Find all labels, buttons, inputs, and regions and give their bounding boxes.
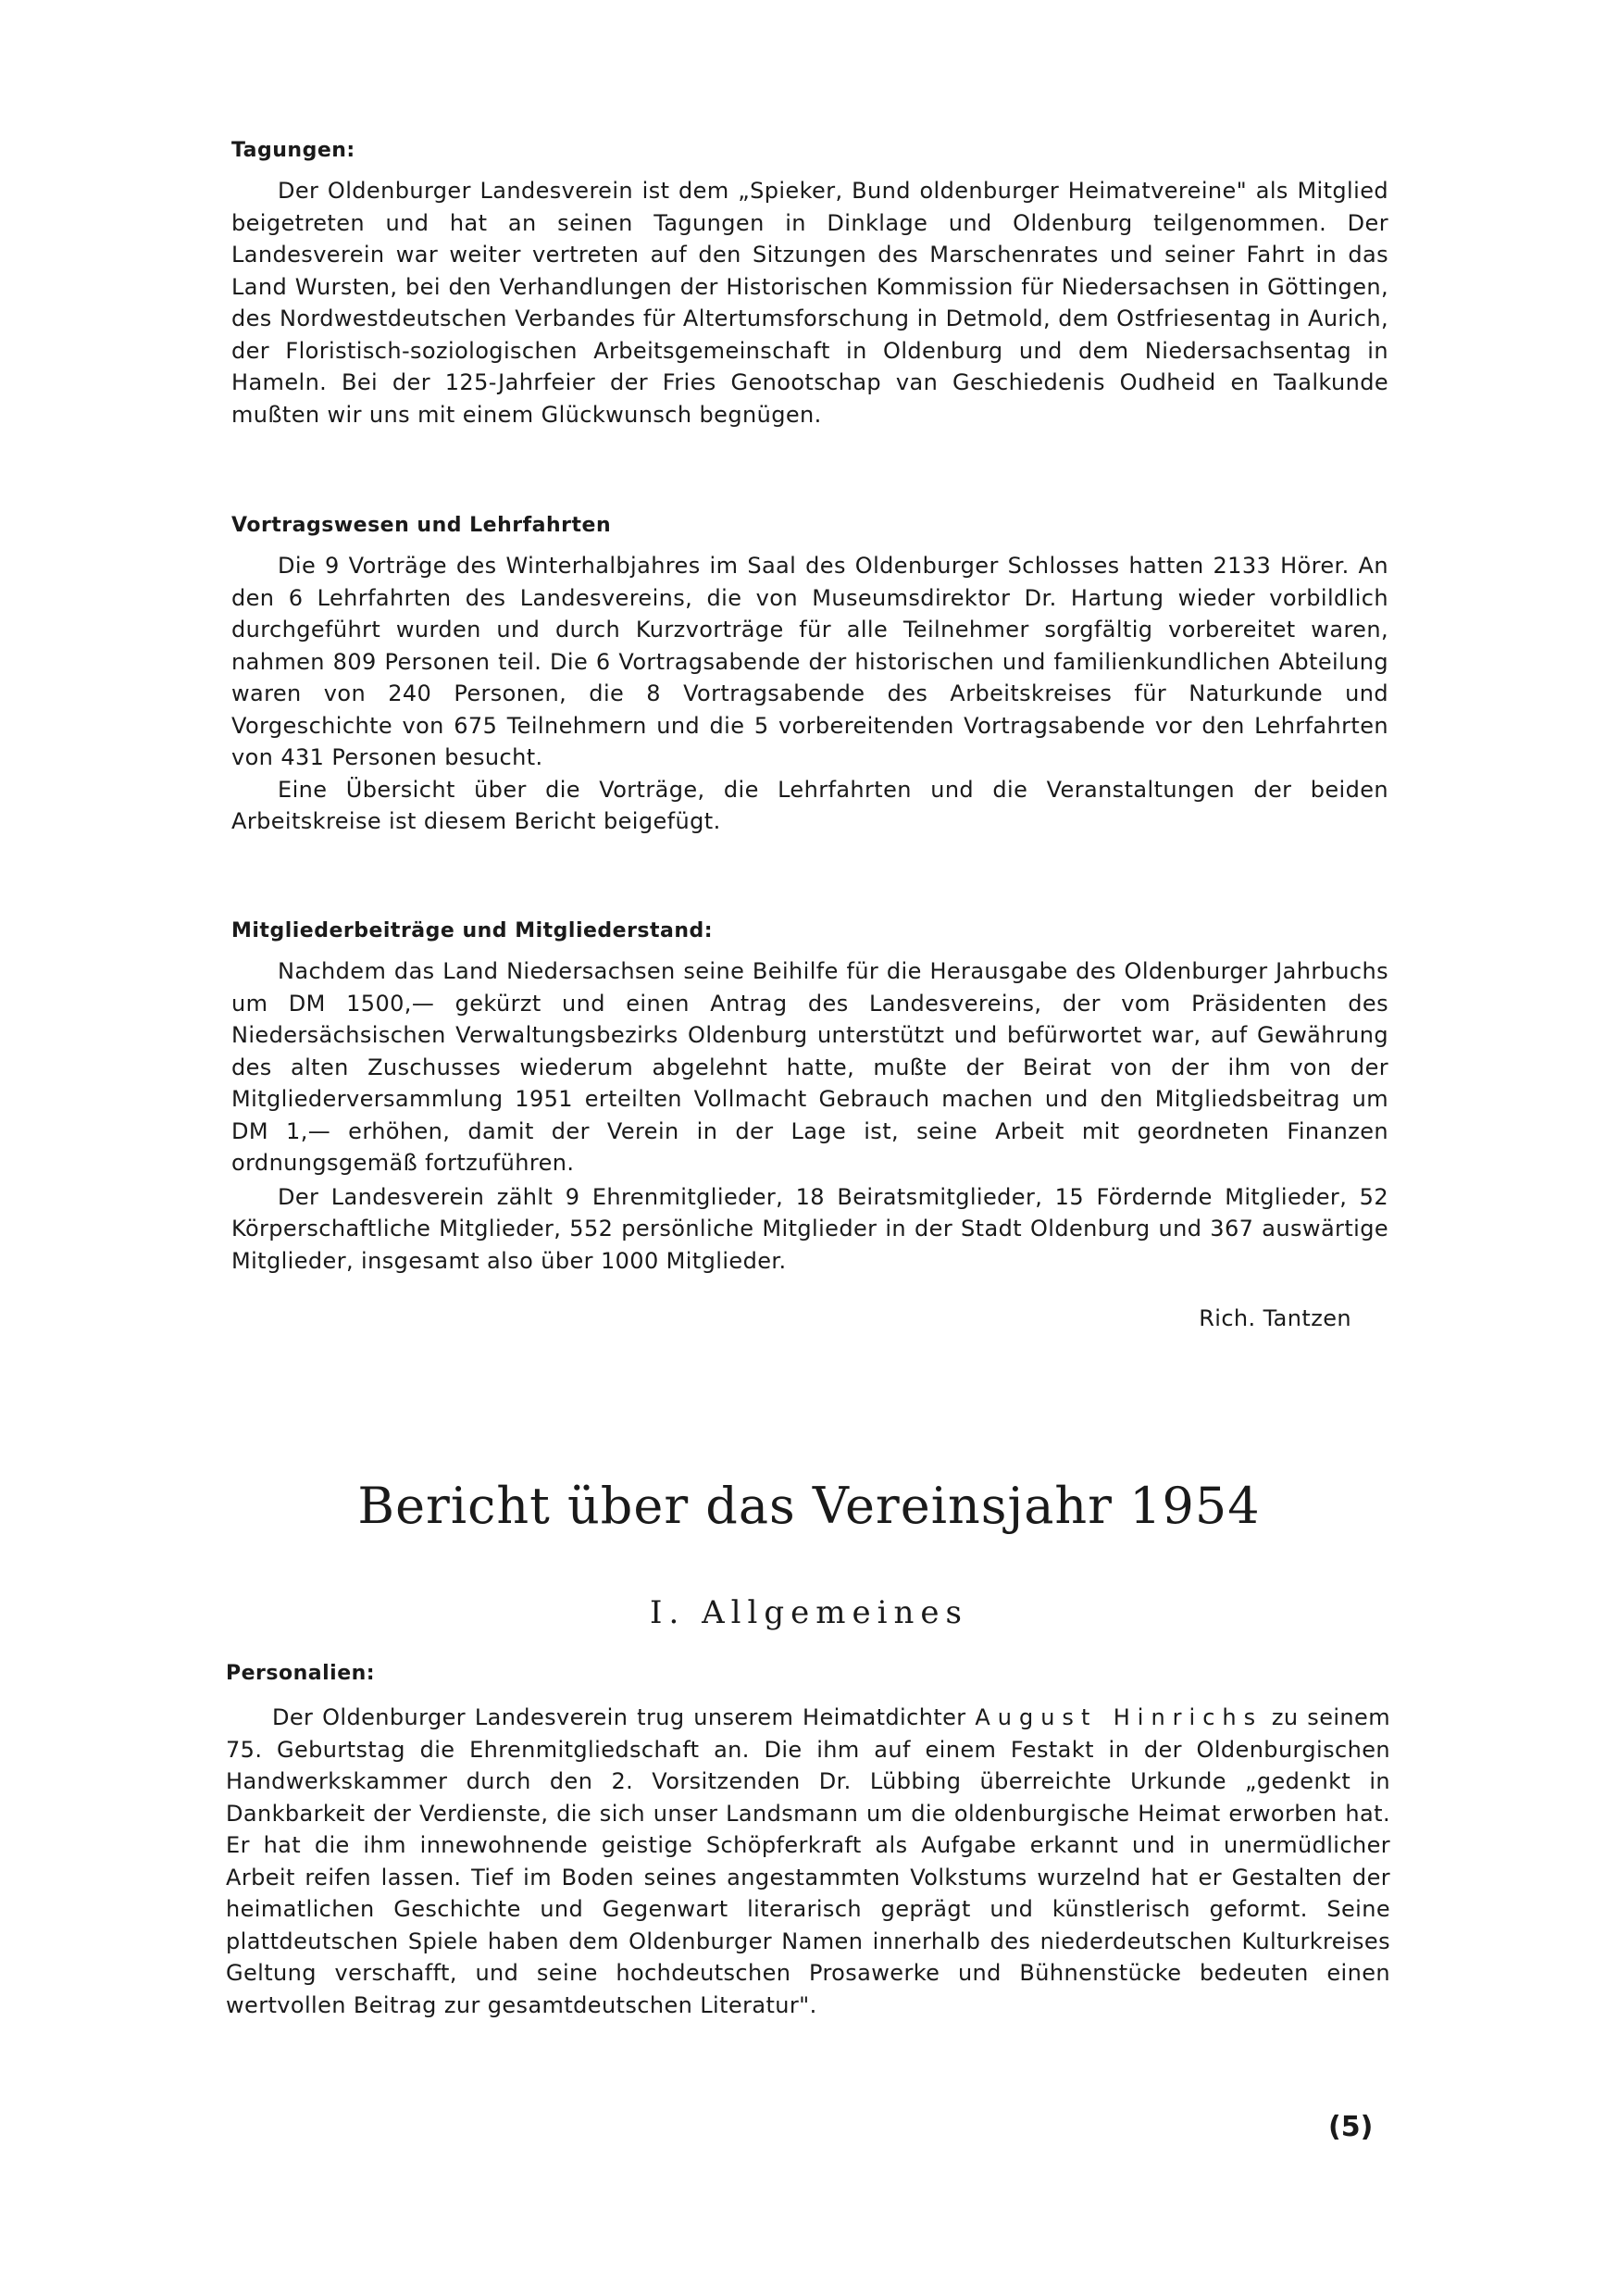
section-personalien: [226, 1662, 1390, 2021]
paragraph-text: Der Oldenburger Landesverein trug unserem Heimatdichter: [272, 1704, 976, 1730]
person-name: August Hinrichs: [975, 1704, 1263, 1730]
section-heading: Tagungen:: [231, 139, 355, 162]
section-mitglieder: [231, 919, 1388, 1277]
paragraph: Nachdem das Land Niedersachsen seine Beihilfe für die Herausgabe des Oldenburger Jahrbuchs um DM 1500,— gekürzt und einen Antrag des Landesvereins, der vom Präsidenten des Niedersächsischen Verwaltungsbezirks Oldenburg unterstützt und befürwortet war, auf Gewährung des alten Zuschusses wiederum abgelehnt hatte, mußte der Beirat von der ihm von der Mitgliederversammlung 1951 erteilten Vollmacht Gebrauch machen und den Mitgliedsbeitrag um DM 1,— erhöhen, damit der Verein in der Lage ist, seine Arbeit mit geordneten Finanzen ordnungsgemäß fortzuführen.: [231, 958, 1388, 1176]
paragraph: Die 9 Vorträge des Winterhalbjahres im Saal des Oldenburger Schlosses hatten 2133 Hörer. An den 6 Lehrfahrten des Landesvereins, die von Museumsdirektor Dr. Hartung wieder vorbildlich durchgeführt wurden und durch Kurzvorträge für alle Teilnehmer sorgfältig vorbereitet waren, nahmen 809 Personen teil. Die 6 Vortragsabende der historischen und familienkundlichen Abteilung waren von 240 Personen, die 8 Vortragsabende des Arbeitskreises für Naturkunde und Vorgeschichte von 675 Teilnehmern und die 5 vorbereitenden Vortragsabende vor den Lehrfahrten von 431 Personen besucht.: [231, 553, 1388, 770]
paragraph: Der Landesverein zählt 9 Ehrenmitglieder, 18 Beiratsmitglieder, 15 Fördernde Mitglieder, 52 Körperschaftliche Mitglieder, 552 persönliche Mitglieder in der Stadt Oldenburg und 367 auswärtige Mitglieder, insgesamt also über 1000 Mitglieder.: [231, 1183, 1388, 1274]
paragraph-text: zu seinem 75. Geburtstag die Ehrenmitgliedschaft an. Die ihm auf einem Festakt in der Oldenburgischen Handwerkskammer durch den 2. Vorsitzenden Dr. Lübbing überreichte Urkunde „gedenkt in Dankbarkeit der Verdienste, die sich unser Landsmann um die oldenburgische Heimat erworben hat. Er hat die ihm innewohnende geistige Schöpferkraft als Aufgabe erkannt und in unermüdlicher Arbeit reifen lassen. Tief im Boden seines angestammten Volkstums wurzelnd hat er Gestalten der heimatlichen Geschichte und Gegenwart literarisch geprägt und künstlerisch geformt. Seine plattdeutschen Spiele haben dem Oldenburger Namen innerhalb des niederdeutschen Kulturkreises Geltung verschafft, und seine hochdeutschen Prosawerke und Bühnenstücke bedeuten einen wertvollen Beitrag zur gesamtdeutschen Literatur".: [226, 1704, 1390, 2018]
section-heading: Personalien:: [226, 1662, 376, 1685]
report-title: Bericht über das Vereinsjahr 1954: [357, 1477, 1261, 1535]
signature: Rich. Tantzen: [1199, 1305, 1351, 1331]
section-vortragswesen: [231, 514, 1388, 838]
report-section-title: I. Allgemeines: [650, 1594, 968, 1631]
paragraph: [226, 1702, 1390, 2021]
page-number: (5): [1328, 2111, 1374, 2143]
section-heading: Vortragswesen und Lehrfahrten: [231, 514, 612, 537]
paragraph: Eine Übersicht über die Vorträge, die Lehrfahrten und die Veranstaltungen der beiden Arbeitskreise ist diesem Bericht beigefügt.: [231, 776, 1388, 834]
paragraph: Der Oldenburger Landesverein ist dem „Spieker, Bund oldenburger Heimatvereine" als Mitglied beigetreten und hat an seinen Tagungen in Dinklage und Oldenburg teilgenommen. Der Landesverein war weiter vertreten auf den Sitzungen des Marschenrates und seiner Fahrt in das Land Wursten, bei den Verhandlungen der Historischen Kommission für Niedersachsen in Göttingen, des Nordwestdeutschen Verbandes für Altertumsforschung in Detmold, dem Ostfriesentag in Aurich, der Floristisch-soziologischen Arbeitsgemeinschaft in Oldenburg und dem Niedersachsentag in Hameln. Bei der 125-Jahrfeier der Fries Genootschap van Geschiedenis Oudheid en Taalkunde mußten wir uns mit einem Glückwunsch begnügen.: [231, 178, 1388, 428]
section-tagungen: [231, 139, 1388, 430]
section-heading: Mitgliederbeiträge und Mitgliederstand:: [231, 919, 714, 942]
